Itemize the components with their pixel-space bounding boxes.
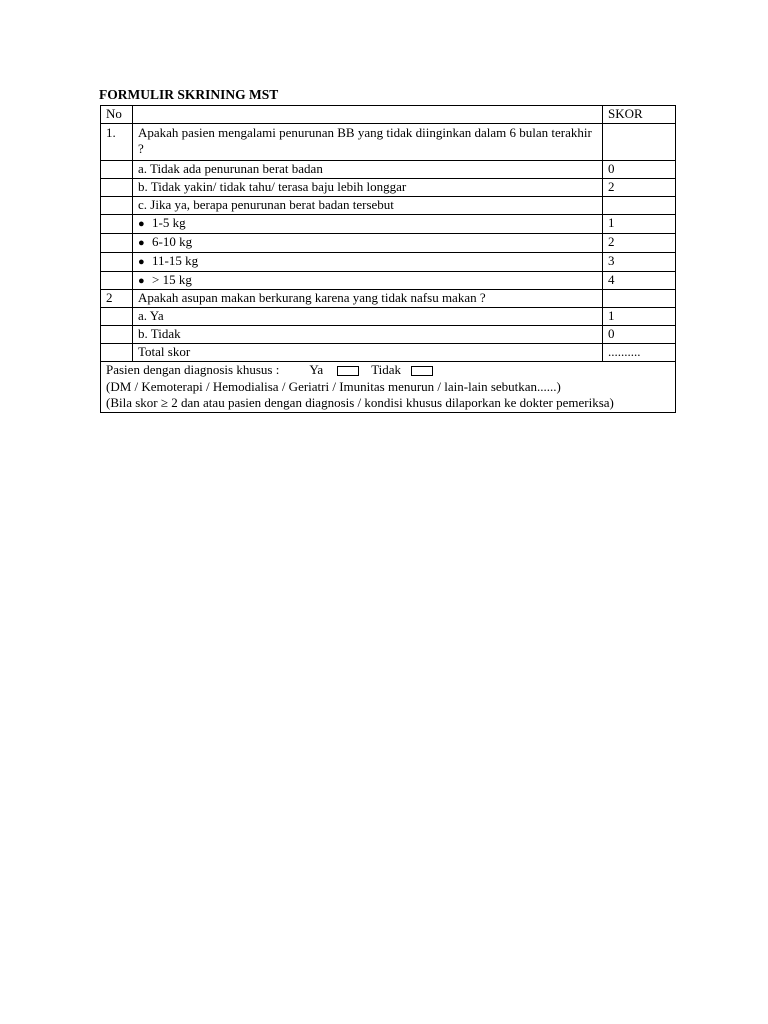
question-1-text: Apakah pasien mengalami penurunan BB yang tidak diinginkan dalam 6 bulan terakhir ?	[133, 124, 603, 161]
row-no	[101, 197, 133, 215]
option-text: b. Tidak yakin/ tidak tahu/ terasa baju lebih longgar	[133, 179, 603, 197]
bullet-option	[133, 272, 603, 290]
table-row	[101, 197, 676, 215]
row-no: 2	[101, 290, 133, 308]
table-row	[101, 215, 676, 234]
row-skor: 0	[603, 326, 676, 344]
bullet-option-text: 6-10 kg	[152, 234, 193, 249]
row-no	[101, 253, 133, 272]
table-row	[101, 290, 676, 308]
diagnosis-line	[106, 362, 670, 379]
row-no	[101, 179, 133, 197]
ya-label: Ya	[309, 362, 324, 377]
row-skor	[603, 290, 676, 308]
table-row	[101, 124, 676, 161]
row-skor: 3	[603, 253, 676, 272]
row-skor: 2	[603, 234, 676, 253]
mst-screening-table	[100, 105, 676, 413]
table-header-row	[101, 106, 676, 124]
table-row	[101, 326, 676, 344]
row-skor: 1	[603, 308, 676, 326]
row-no	[101, 234, 133, 253]
bullet-option-text: > 15 kg	[152, 272, 192, 287]
option-text: a. Tidak ada penurunan berat badan	[133, 161, 603, 179]
bullet-dot-icon: ●	[138, 256, 145, 268]
footer-row	[101, 362, 676, 413]
table-row	[101, 234, 676, 253]
row-skor	[603, 124, 676, 161]
bullet-option	[133, 253, 603, 272]
header-skor: SKOR	[603, 106, 676, 124]
tidak-label: Tidak	[371, 362, 402, 377]
diagnosis-label: Pasien dengan diagnosis khusus :	[106, 362, 280, 377]
table-row	[101, 308, 676, 326]
table-row	[101, 253, 676, 272]
bullet-option	[133, 234, 603, 253]
diagnosis-list: (DM / Kemoterapi / Hemodialisa / Geriatri / Imunitas menurun / lain-lain sebutkan......)	[106, 378, 561, 394]
row-no	[101, 215, 133, 234]
total-skor-value: ..........	[603, 344, 676, 362]
row-no: 1.	[101, 124, 133, 161]
option-text: c. Jika ya, berapa penurunan berat badan tersebut	[133, 197, 603, 215]
total-skor-label: Total skor	[133, 344, 603, 362]
report-note: (Bila skor ≥ 2 dan atau pasien dengan diagnosis / kondisi khusus dilaporkan ke dokter pemeriksa)	[106, 395, 614, 410]
bullet-dot-icon: ●	[138, 237, 145, 249]
row-no	[101, 272, 133, 290]
tidak-checkbox[interactable]	[411, 366, 433, 376]
option-text: b. Tidak	[133, 326, 603, 344]
form-title: FORMULIR SKRINING MST	[99, 87, 279, 102]
bullet-option-text: 11-15 kg	[152, 253, 199, 268]
option-text: a. Ya	[133, 308, 603, 326]
table-row	[101, 179, 676, 197]
row-skor: 2	[603, 179, 676, 197]
bullet-dot-icon: ●	[138, 218, 145, 230]
row-skor	[603, 197, 676, 215]
question-2-text: Apakah asupan makan berkurang karena yang tidak nafsu makan ?	[133, 290, 603, 308]
row-no	[101, 344, 133, 362]
bullet-dot-icon: ●	[138, 275, 145, 287]
bullet-option	[133, 215, 603, 234]
ya-checkbox[interactable]	[337, 366, 359, 376]
row-no	[101, 308, 133, 326]
row-skor: 0	[603, 161, 676, 179]
table-row	[101, 161, 676, 179]
footer-cell	[101, 362, 676, 413]
row-no	[101, 326, 133, 344]
header-question	[133, 106, 603, 124]
header-no: No	[101, 106, 133, 124]
bullet-option-text: 1-5 kg	[152, 215, 186, 230]
row-skor: 4	[603, 272, 676, 290]
row-skor: 1	[603, 215, 676, 234]
row-no	[101, 161, 133, 179]
total-row	[101, 344, 676, 362]
table-row	[101, 272, 676, 290]
